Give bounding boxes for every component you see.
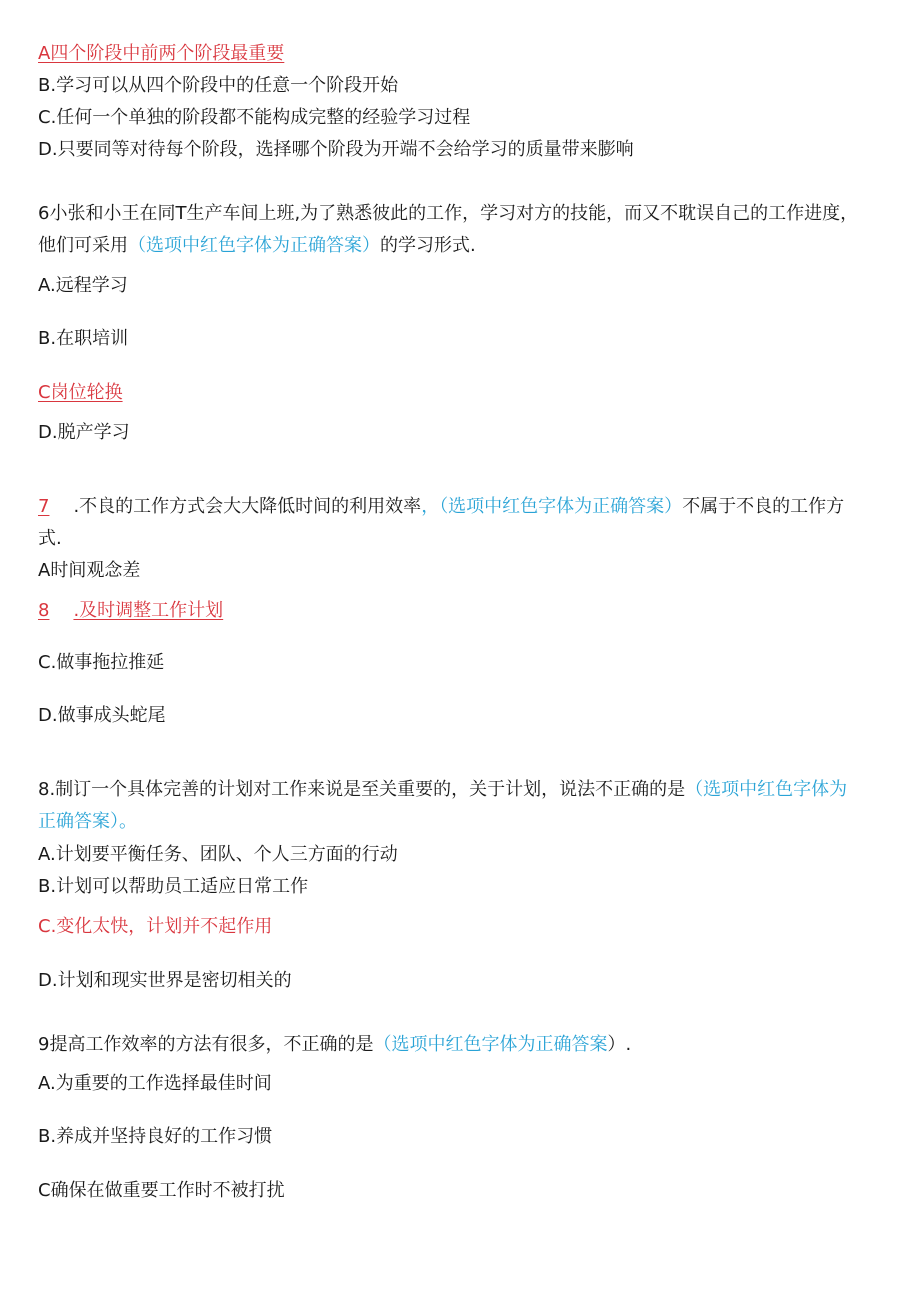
- q7-option-c: C.做事拖拉推延: [38, 652, 165, 673]
- q5-option-a-correct: A四个阶段中前两个阶段最重要: [38, 43, 285, 64]
- q8-option-d: D.计划和现实世界是密切相关的: [38, 970, 292, 991]
- q7-option-b-correct: [38, 598, 223, 624]
- q8-question-line-1: [38, 777, 847, 803]
- q8-text-pre: 8.制订一个具体完善的计划对工作来说是至关重要的，关于计划，说法不正确的是: [38, 779, 686, 800]
- q5-option-b: B.学习可以从四个阶段中的任意一个阶段开始: [38, 75, 399, 96]
- q8-question-line-2: 正确答案）。: [38, 811, 137, 832]
- q8-option-a: A.计划要平衡任务、团队、个人三方面的行动: [38, 844, 398, 865]
- q7-text-post: 不属于不良的工作方: [682, 496, 845, 517]
- q9-option-a: A.为重要的工作选择最佳时间: [38, 1073, 272, 1094]
- q8-answer-hint: （选项中红色字体为: [685, 779, 848, 800]
- q7-answer-hint: （选项中红色字体为正确答案）: [439, 496, 683, 517]
- q7-question-line-1: [38, 494, 844, 520]
- q6-text-pre: 他们可采用: [38, 235, 128, 256]
- q6-option-b: B.在职培训: [38, 328, 129, 349]
- q7-option-b-text: .及时调整工作计划: [73, 600, 224, 621]
- q7-number: 7: [38, 496, 50, 517]
- q7-question-line-2: 式.: [38, 528, 62, 549]
- q6-option-d: D.脱产学习: [38, 422, 130, 443]
- q9-text-pre: 9提高工作效率的方法有很多，不正确的是: [38, 1034, 374, 1055]
- q6-option-a: A.远程学习: [38, 275, 128, 296]
- q7-text: .不良的工作方式会大大降低时间的利用效率: [73, 496, 422, 517]
- q6-question-line-1: 6小张和小王在同T生产车间上班,为了熟悉彼此的工作，学习对方的技能，而又不耽误自己的工作进度，: [38, 203, 859, 224]
- q6-option-c-correct: C岗位轮换: [38, 382, 123, 403]
- q9-text-post: ）.: [607, 1034, 632, 1055]
- q7-option-b-number: 8: [38, 600, 50, 621]
- q6-question-line-2: [38, 233, 476, 259]
- q7-comma: ，: [421, 496, 440, 517]
- q5-option-c: C.任何一个单独的阶段都不能构成完整的经验学习过程: [38, 107, 471, 128]
- q6-text-post: 的学习形式.: [380, 235, 476, 256]
- q7-option-d: D.做事成头蛇尾: [38, 705, 166, 726]
- q9-option-c: C确保在做重要工作时不被打扰: [38, 1180, 285, 1201]
- q5-option-d: D.只要同等对待每个阶段，选择哪个阶段为开端不会给学习的质量带来膨响: [38, 139, 634, 160]
- q9-option-b: B.养成并坚持良好的工作习惯: [38, 1126, 273, 1147]
- q8-option-c-correct: C.变化太快，计划并不起作用: [38, 916, 273, 937]
- q6-answer-hint: （选项中红色字体为正确答案）: [128, 235, 380, 256]
- q8-option-b: B.计划可以帮助员工适应日常工作: [38, 876, 309, 897]
- q7-option-a: A时间观念差: [38, 560, 141, 581]
- q9-question-line-1: [38, 1032, 631, 1058]
- q9-answer-hint: （选项中红色字体为正确答案: [373, 1034, 608, 1055]
